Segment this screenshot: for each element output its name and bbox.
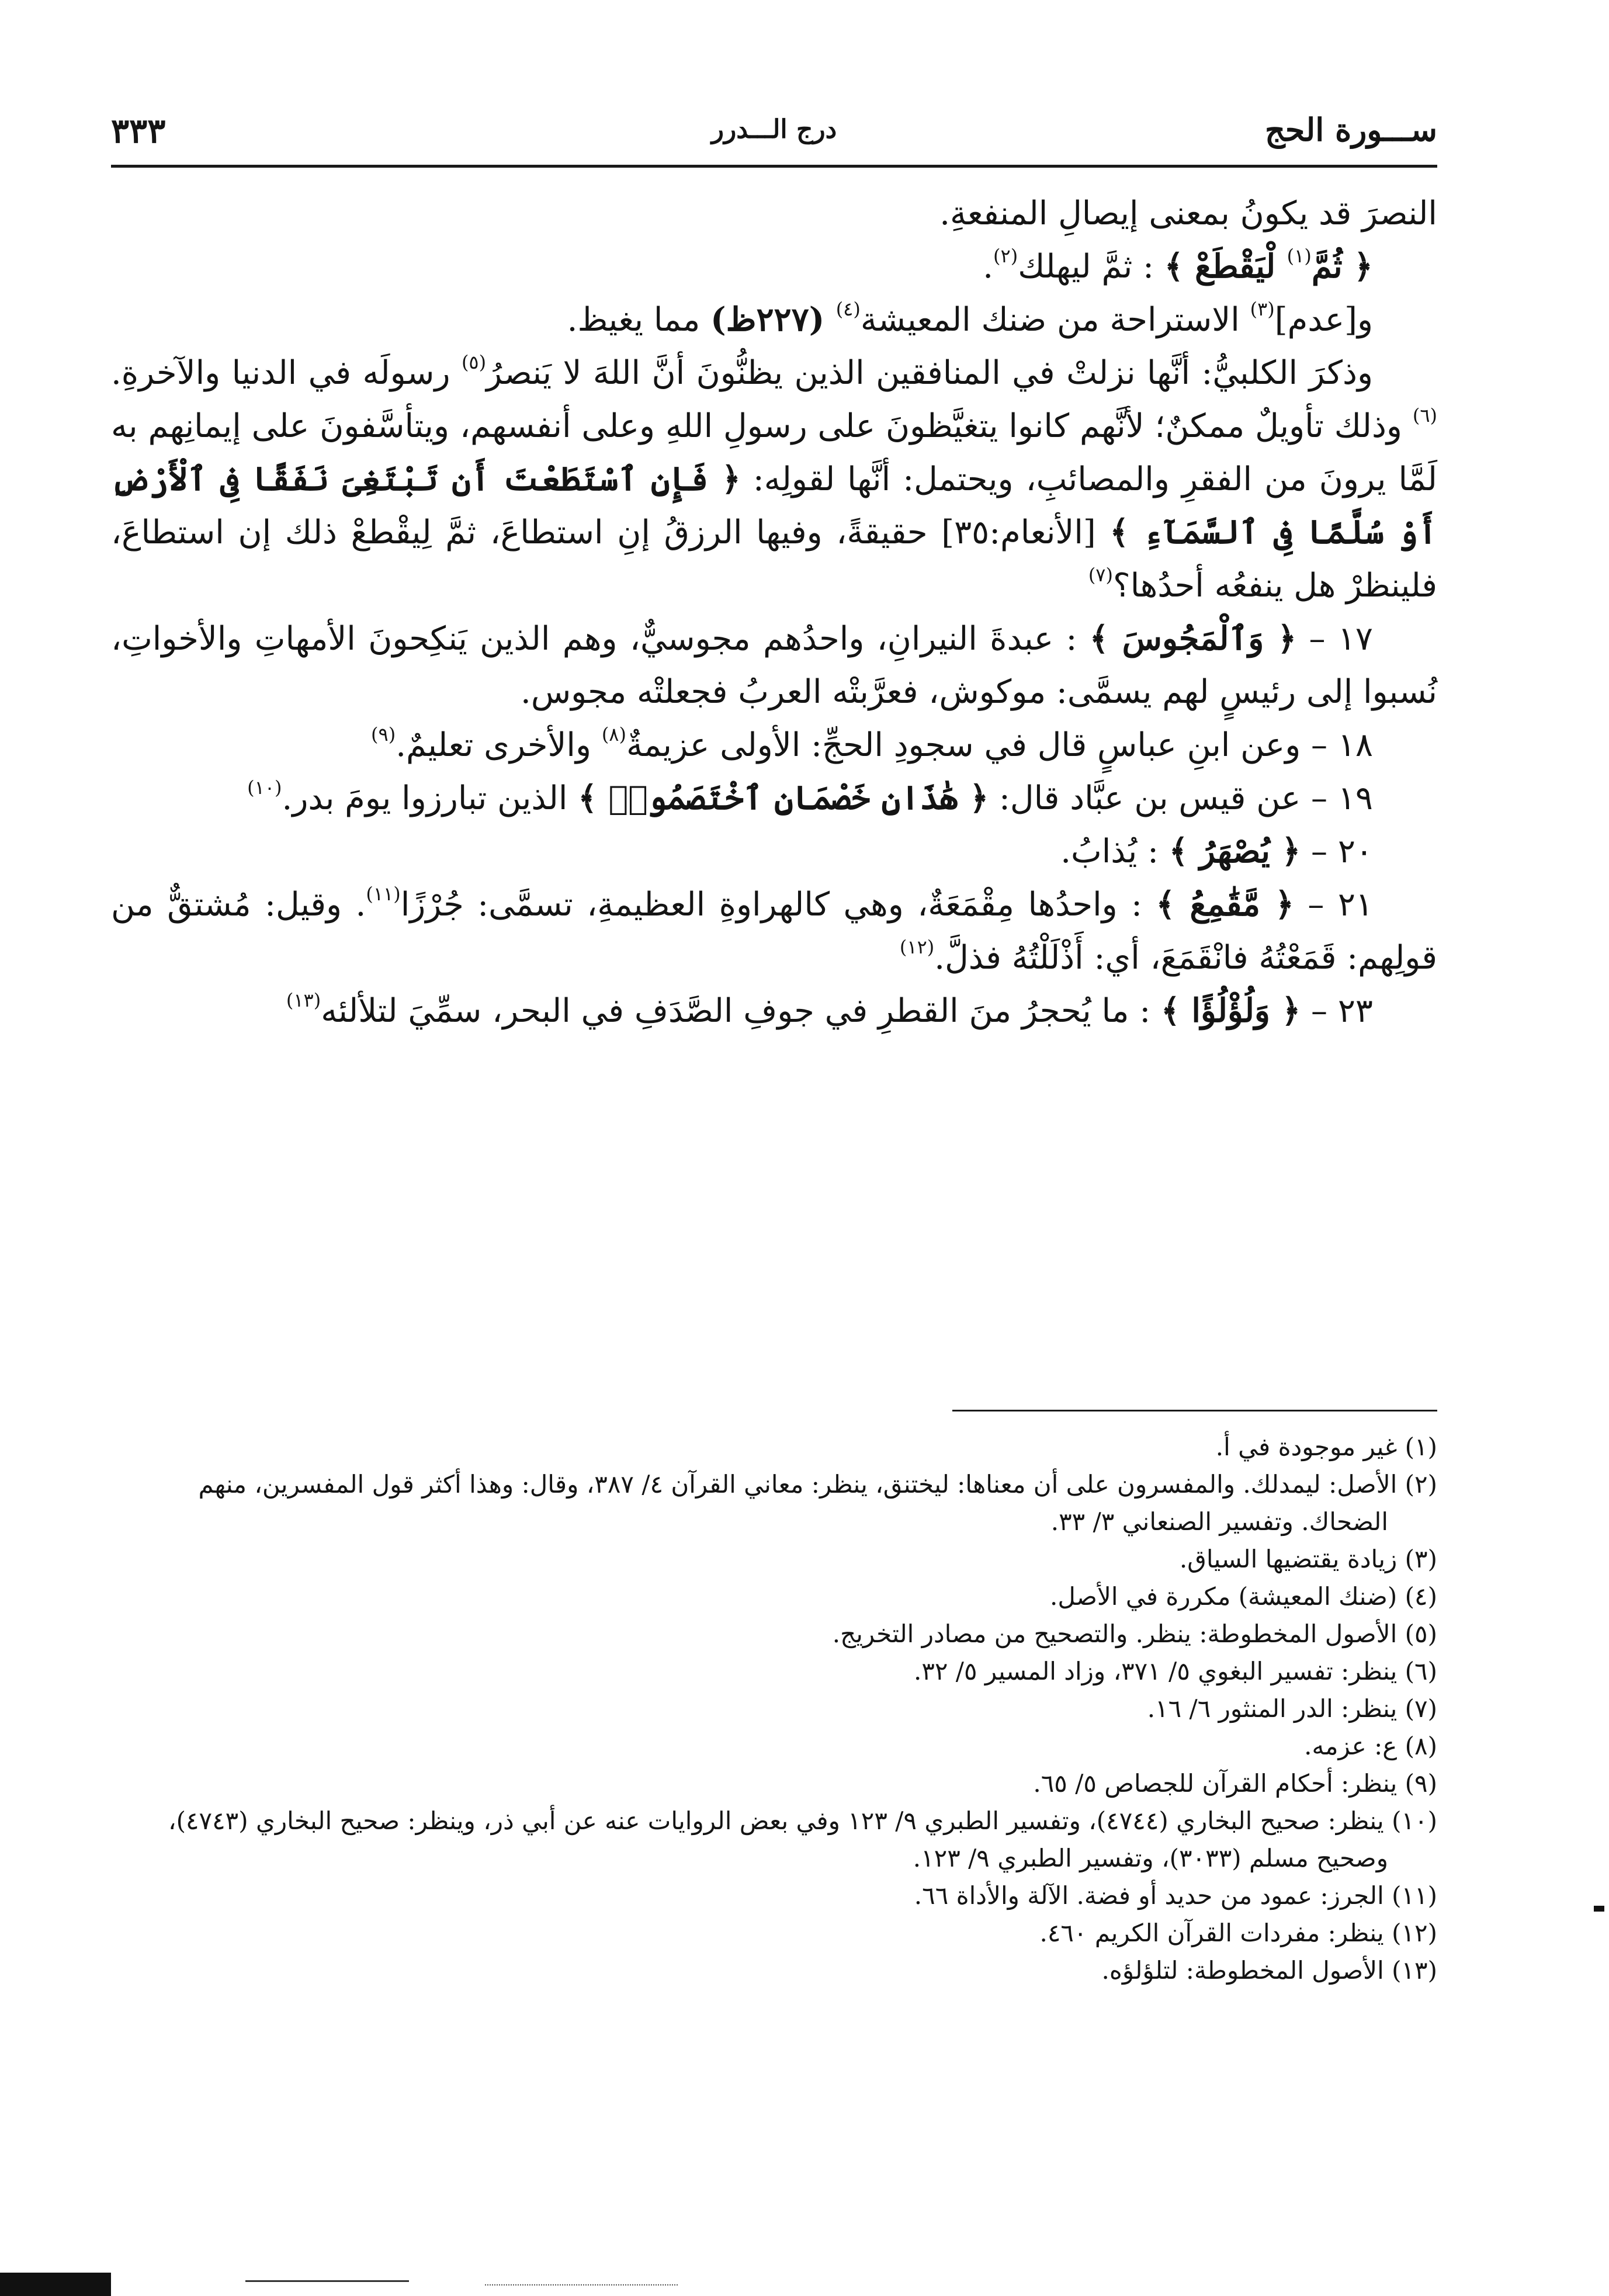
- scan-bottom-line: [485, 2284, 678, 2285]
- footnote-ref-13: (١٣): [286, 989, 321, 1011]
- quran-verse: ﴿ ثُمَّ: [1311, 247, 1373, 286]
- text-run: وذلك تأويلٌ ممكنٌ؛ لأنَّهم كانوا يتغيَّظونَ على رسولِ اللهِ وعلى أنفسهم، ويتأسَّفونَ على إيمانِهم به لَمَّا يرونَ من الفقرِ والمصائبِ، ويحتمل: أنَّها لقولِه:: [111, 407, 1437, 498]
- text-run: و[عدم]: [1274, 301, 1373, 339]
- paragraph-23: [111, 984, 1437, 1038]
- scan-bottom-line: [245, 2280, 409, 2282]
- scan-bottom-bar: [0, 2273, 111, 2296]
- footnote-ref-10: (١٠): [247, 776, 282, 799]
- paragraph-17: [111, 612, 1437, 719]
- footnote-ref-9: (٩): [371, 723, 396, 745]
- text-run: : ما يُحجرُ منَ القطرِ في جوفِ الصَّدَفِ في البحر، سمِّيَ لتلألئه: [321, 992, 1161, 1030]
- text-run: والأخرى تعليمٌ.: [396, 726, 602, 764]
- footnote-ref-2: (٢): [993, 245, 1018, 267]
- item-number: ٢٣ –: [1301, 992, 1373, 1030]
- footnote: (٥) الأصول المخطوطة: ينظر. والتصحيح من مصادر التخريج.: [832, 1619, 1437, 1648]
- footnote-ref-3: (٣): [1250, 298, 1275, 320]
- quran-verse: ﴿ فَإِنِ ٱسْتَطَعْتَ أَن تَبْتَغِىَ نَفَقًا فِى ٱلْأَرْضِ أَوْ سُلَّمًا فِى ٱلسَّمَآءِ ﴾: [111, 460, 1438, 552]
- footnote: (٧) ينظر: الدر المنثور ٦/ ١٦.: [1147, 1694, 1437, 1723]
- footnote-ref-4: (٤): [835, 298, 861, 320]
- quran-verse: ﴿ هَٰذَانِ خَصْمَانِ ٱخْتَصَمُوا۟ ﴾: [578, 779, 989, 817]
- footnote: (١) غير موجودة في أ.: [1215, 1433, 1437, 1461]
- footnote-ref-12: (١٢): [899, 936, 935, 958]
- paragraph-adam: [111, 293, 1437, 346]
- text-run: : واحدُها مِقْمَعَةٌ، وهي كالهراوةِ العظيمةِ، تسمَّى: جُرْزًا: [400, 886, 1156, 924]
- text-run: النصرَ قد يكونُ بمعنى إيصالِ المنفعةِ.: [939, 195, 1437, 233]
- footnotes: [111, 1428, 1437, 1989]
- paragraph-18: [111, 719, 1437, 772]
- text-run: : ثمَّ ليهلك: [1018, 248, 1164, 286]
- footnote: (٢) الأصل: ليمدلك. والمفسرون على أن معناها: ليختنق، ينظر: معاني القرآن ٤/ ٣٨٧، وقال: وهذا أكثر قول المفسرين، منهم الضحاك. وتفسير الصنعاني ٣/ ٣٣.: [198, 1470, 1437, 1536]
- text-run: ١٨ – وعن ابنِ عباسٍ قال في سجودِ الحجِّ: الأولى عزيمةٌ: [626, 726, 1373, 764]
- footnote: (١١) الجرز: عمود من حديد أو فضة. الآلة والأداة ٦٦.: [914, 1881, 1437, 1910]
- manuscript-folio-marker: (٢٢٧ظ): [710, 300, 836, 339]
- text-run: : يُذابُ.: [1060, 833, 1169, 870]
- scan-edge-mark: [1594, 1906, 1604, 1912]
- text-run: ١٩ – عن قيس بن عبَّاد قال:: [989, 779, 1373, 817]
- footnote-ref-8: (٨): [601, 723, 626, 745]
- text-run: : عبدةَ النيرانِ، واحدُهم مجوسيٌّ، وهم الذين يَنكِحونَ الأمهاتِ والأخواتِ، نُسبوا إلى رئيسٍ لهم يسمَّى: موكوش، فعرَّبتْه العربُ فجعلتْه مجوس.: [111, 620, 1437, 711]
- paragraph-21: [111, 878, 1437, 984]
- quran-verse: ﴿ وَٱلْمَجُوسَ ﴾: [1089, 619, 1297, 658]
- footnote: (٩) ينظر: أحكام القرآن للجصاص ٥/ ٦٥.: [1033, 1769, 1437, 1798]
- paragraph-19: [111, 772, 1437, 825]
- text-run: رسولَه في الدنيا والآخرةِ.: [111, 354, 462, 392]
- footnote-ref-7: (٧): [1088, 564, 1113, 586]
- footnote: (٨) ع: عزمه.: [1304, 1732, 1437, 1760]
- paragraph-20: [111, 825, 1437, 878]
- quran-verse: لْيَقْطَعْ ﴾: [1164, 247, 1287, 286]
- footnote: (١٠) ينظر: صحيح البخاري (٤٧٤٤)، وتفسير الطبري ٩/ ١٢٣ وفي بعض الروايات عنه عن أبي ذر، وينظر: صحيح البخاري (٤٧٤٣)، وصحيح مسلم (٣٠٣٣)، وتفسير الطبري ٩/ ١٢٣.: [168, 1806, 1437, 1872]
- surah-title: ســـورة الحج: [1265, 111, 1437, 148]
- book-title: درج الـــدرر: [711, 115, 837, 144]
- footnote-separator: [952, 1410, 1437, 1411]
- quran-verse: ﴿ وَلُؤْلُؤًا ﴾: [1161, 991, 1301, 1030]
- footnote-ref-6: (٦): [1412, 404, 1437, 426]
- paragraph-kalbi: [111, 346, 1437, 612]
- text-run: الذين تبارزوا يومَ بدر.: [282, 779, 578, 817]
- footnote-ref-11: (١١): [366, 883, 401, 905]
- paragraph-thumma: [111, 240, 1437, 293]
- paragraph-nasr: [111, 187, 1437, 240]
- item-number: ٢٠ –: [1301, 833, 1373, 870]
- item-number: ١٧ –: [1296, 620, 1373, 658]
- footnote: (٤) (ضنك المعيشة) مكررة في الأصل.: [1050, 1582, 1437, 1611]
- quran-verse: ﴿ يُصْهَرُ ﴾: [1168, 832, 1301, 870]
- main-text: [111, 187, 1437, 1038]
- text-run: . وقيل: مُشتقٌّ من قولِهم: قَمَعْتُهُ فانْقَمَعَ، أي: أَذْلَلْتُهُ فذلَّ.: [111, 886, 1437, 977]
- text-run: .: [983, 248, 994, 286]
- running-header: [111, 111, 1437, 158]
- text-run: [الأنعام:٣٥] حقيقةً، وفيها الرزقُ إنِ استطاعَ، ثمَّ لِيقْطعْ ذلك إن استطاعَ، فلينظرْ هل ينفعُه أحدُها؟: [111, 514, 1437, 605]
- text-run: وذكرَ الكلبيُّ: أنَّها نزلتْ في المنافقين الذين يظنُّونَ أنَّ اللهَ لا يَنصرُ: [486, 354, 1373, 392]
- footnote: (١٣) الأصول المخطوطة: لتلؤلؤه.: [1101, 1956, 1437, 1985]
- quran-verse: ﴿ مَّقَٰمِعُ ﴾: [1156, 885, 1294, 924]
- footnote: (١٢) ينظر: مفردات القرآن الكريم ٤٦٠.: [1039, 1919, 1437, 1947]
- footnote-ref-5: (٥): [461, 351, 487, 373]
- footnote-ref-1: (١): [1286, 245, 1312, 267]
- text-run: مما يغيظ.: [567, 301, 711, 339]
- item-number: ٢١ –: [1294, 886, 1374, 924]
- text-run: الاستراحة من ضنك المعيشة: [860, 301, 1250, 339]
- header-rule: [111, 165, 1437, 168]
- page-number: ٣٣٣: [111, 111, 166, 151]
- footnote: (٦) ينظر: تفسير البغوي ٥/ ٣٧١، وزاد المسير ٥/ ٣٢.: [913, 1657, 1437, 1685]
- footnote: (٣) زيادة يقتضيها السياق.: [1179, 1545, 1437, 1573]
